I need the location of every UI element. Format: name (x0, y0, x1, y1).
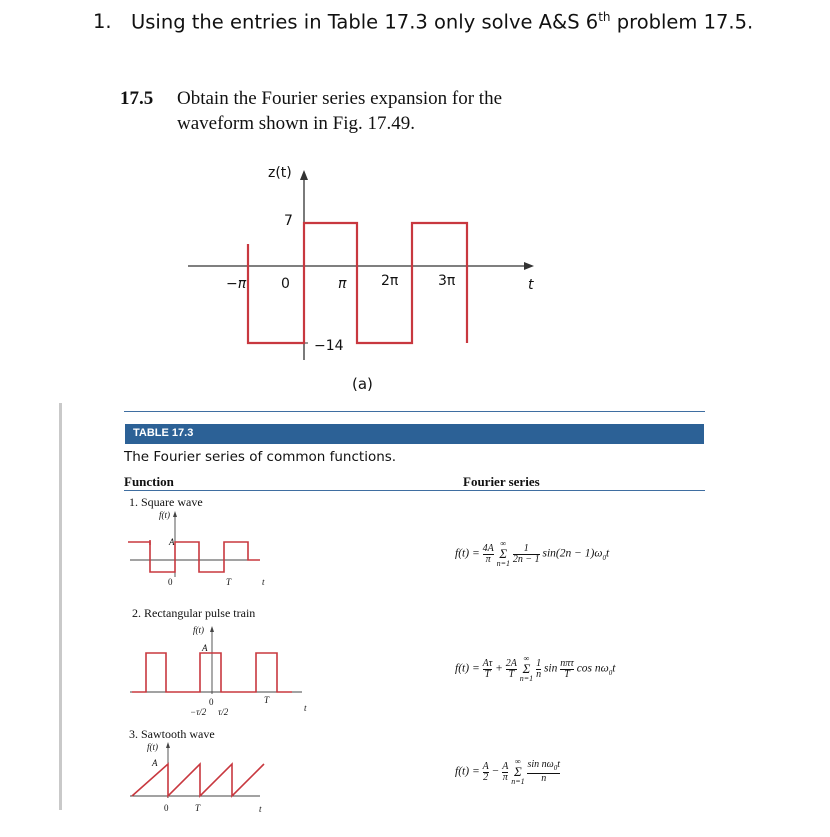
row-label-square-wave: 1. Square wave (129, 495, 203, 509)
pulse-formula: f(t) = $\frac{A\tau}{T}$ + $\frac{2A}{T}$ ∞ Σ n=1 $\frac{1}{n}$ sin nπτ T $\cos n\omega_0t$ (455, 654, 616, 683)
pulse-amp: A (202, 643, 208, 653)
tick-label-neg-pi: −π (226, 276, 247, 292)
sawtooth-plot (120, 742, 270, 802)
waveform-figure (0, 0, 830, 400)
square-zero: 0 (168, 577, 173, 587)
x-axis-arrow (524, 262, 534, 270)
question-number: 1. (93, 10, 112, 33)
figure-caption: (a) (352, 375, 373, 393)
pulse-period: T (264, 695, 270, 705)
tick-label-3pi: 3π (438, 273, 456, 289)
saw-zero: 0 (164, 803, 169, 813)
question-text: Using the entries in Table 17.3 only solve A&S 6th problem 17.5. (131, 10, 754, 34)
pulse-neg-half-tau: −τ/2 (190, 707, 207, 717)
row-label-sawtooth: 3. Sawtooth wave (129, 727, 215, 741)
square-amp: A (169, 537, 175, 547)
saw-ylabel: f(t) (147, 742, 158, 752)
figure-high-value: 7 (284, 213, 293, 229)
sawtooth-formula: f(t) = $\frac{A}{2}$ − $\frac{A}{\pi}$ ∞ Σ n=1 $\frac{\sin n\omega_0t}{n}$ (455, 757, 560, 786)
tick-label-pi: π (338, 276, 347, 292)
square-formula: f(t) = $\frac{4A}{\pi}$ ∞ Σ n=1 $\frac{1}{2n - 1} \sin(2n - 1)\omega_0t$ (455, 539, 610, 568)
pulse-ylabel: f(t) (193, 625, 204, 635)
tick-label-zero: 0 (281, 276, 290, 292)
table-header-rule (124, 490, 705, 491)
figure-low-value: −14 (314, 338, 344, 354)
column-header-function: Function (124, 474, 174, 489)
square-xlabel: t (262, 577, 265, 587)
table-title-bar (125, 424, 704, 444)
table-top-rule (124, 411, 705, 412)
table-title: TABLE 17.3 (133, 427, 194, 439)
row-label-pulse-train: 2. Rectangular pulse train (132, 606, 256, 620)
problem-number: 17.5 (120, 88, 154, 109)
figure-ylabel: z(t) (268, 165, 292, 181)
saw-xlabel: t (259, 804, 262, 814)
square-wave-plot (120, 505, 270, 585)
pulse-xlabel: t (304, 703, 307, 713)
table-caption: The Fourier series of common functions. (124, 449, 397, 465)
column-header-series: Fourier series (463, 474, 540, 489)
y-axis-arrow (300, 170, 308, 180)
saw-period: T (195, 803, 201, 813)
left-margin-bar (59, 403, 62, 810)
pulse-zero: 0 (209, 697, 214, 707)
pulse-train-plot (120, 622, 310, 702)
pulse-pos-half-tau: τ/2 (218, 707, 229, 717)
tick-label-2pi: 2π (381, 273, 399, 289)
square-ylabel: f(t) (159, 510, 170, 520)
square-period: T (226, 577, 232, 587)
problem-text: Obtain the Fourier series expansion for the waveform shown in Fig. 17.49. (177, 88, 503, 134)
figure-xlabel: t (528, 277, 534, 293)
saw-amp: A (152, 758, 158, 768)
